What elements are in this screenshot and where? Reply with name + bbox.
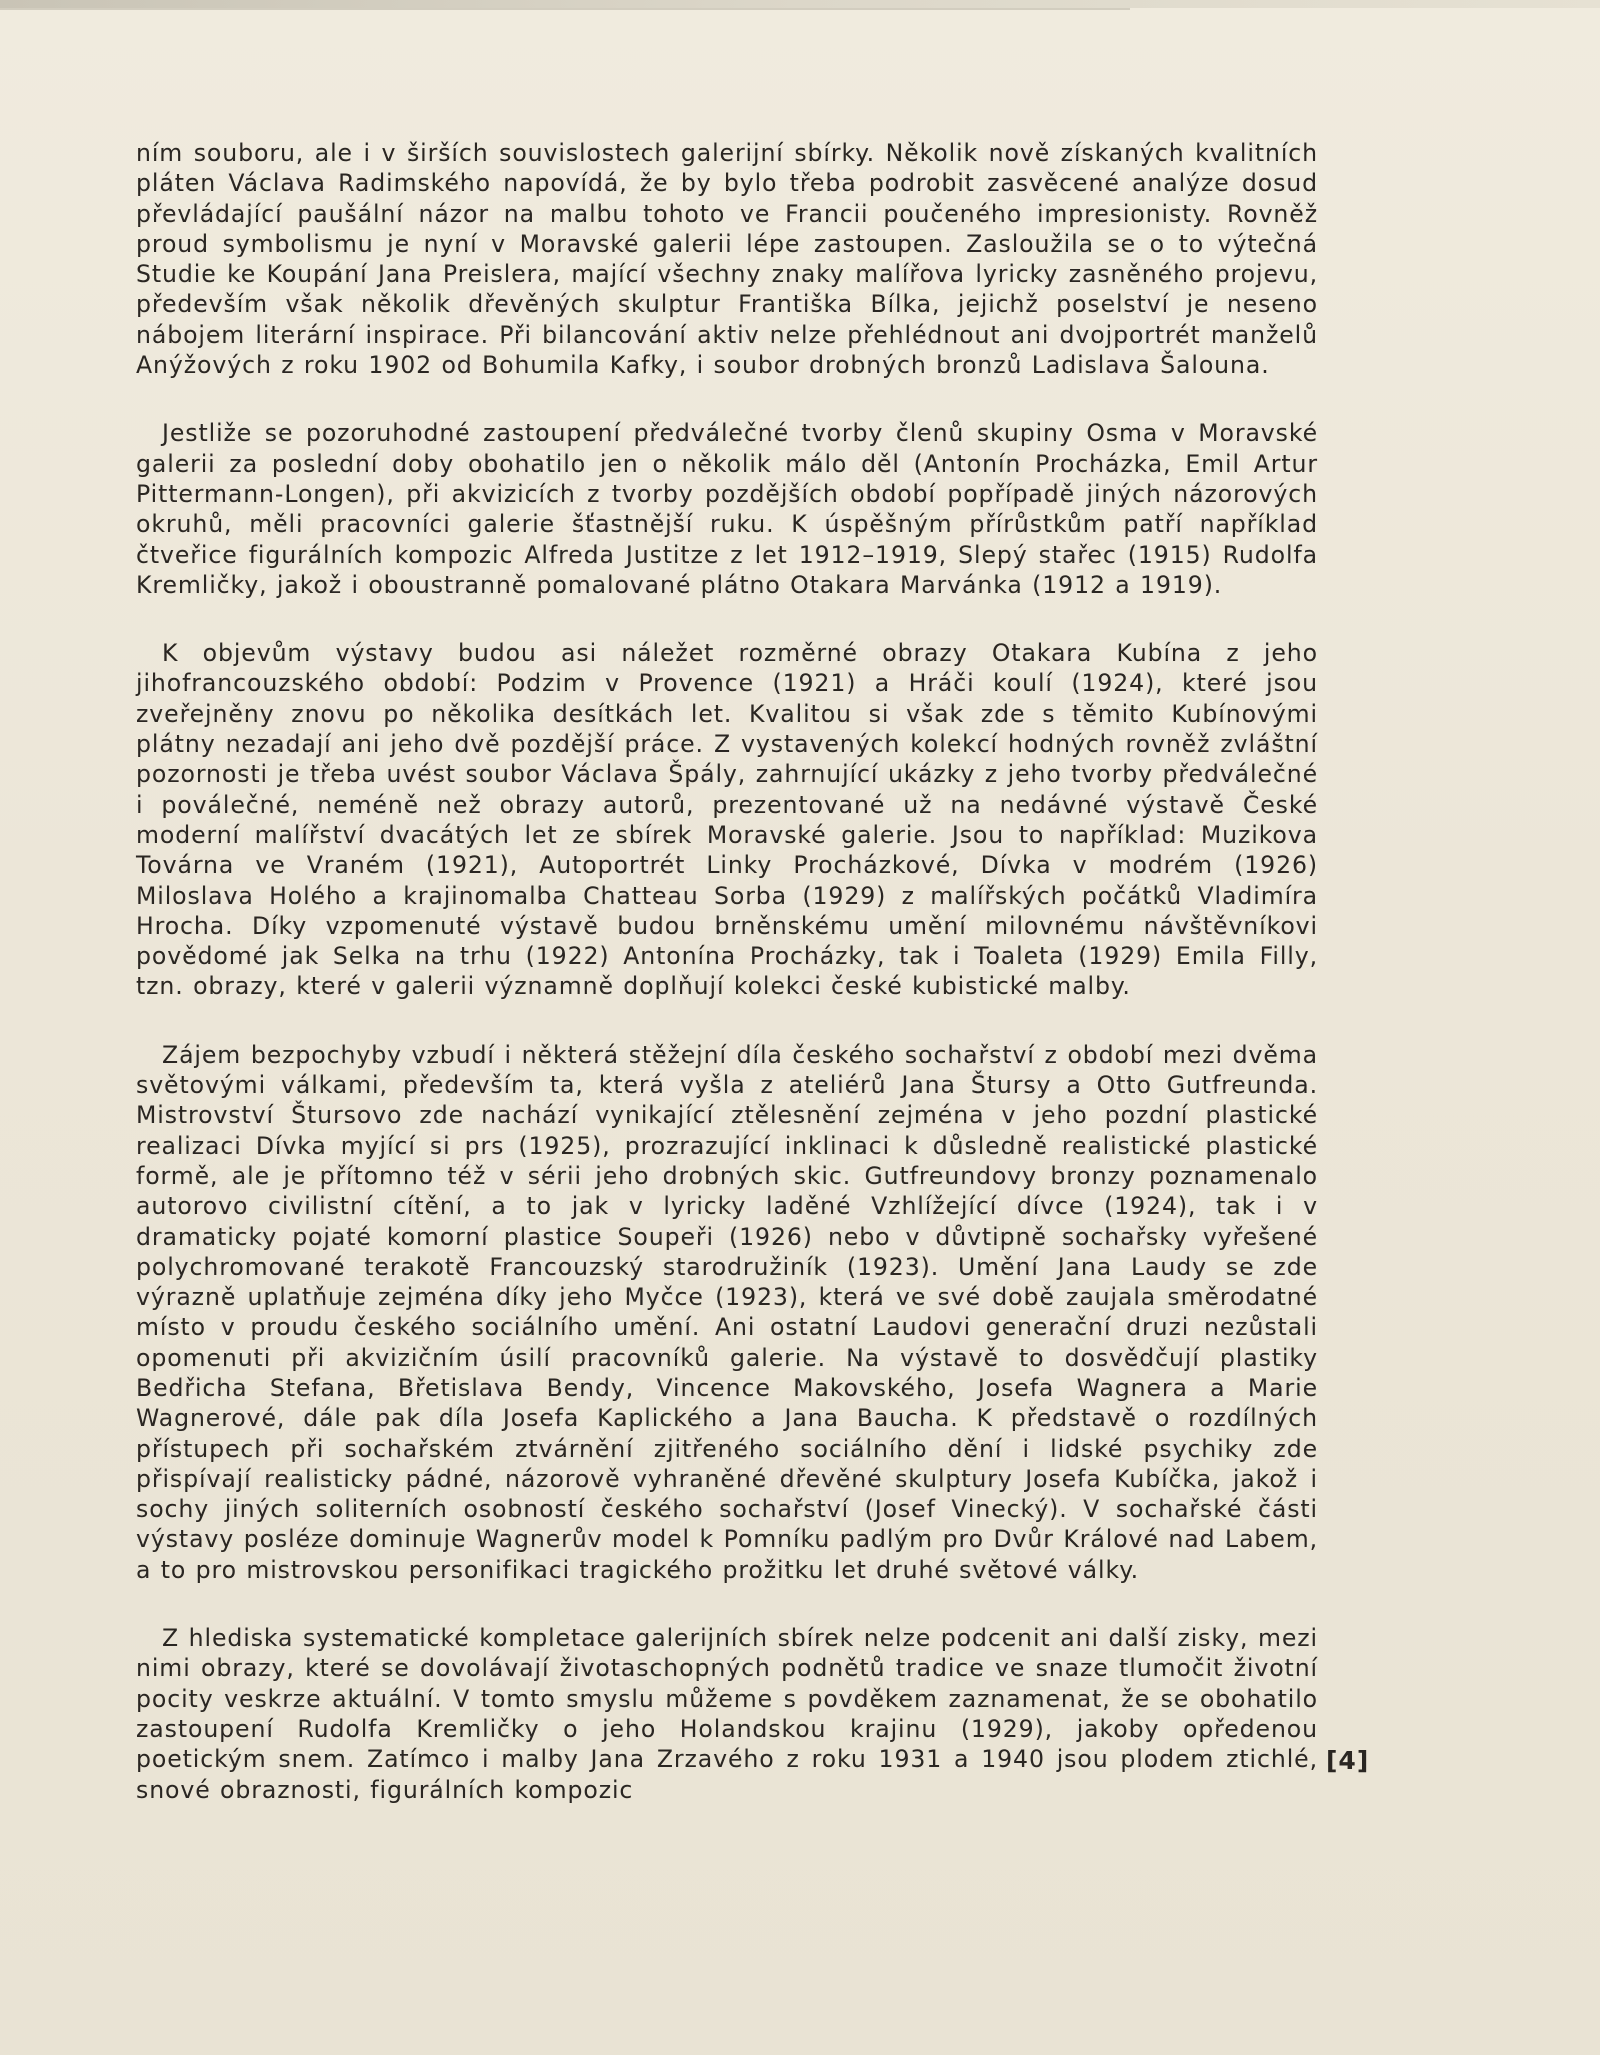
paragraph-3: K objevům výstavy budou asi náležet rozměrné obrazy Otakara Kubína z jeho jihofrancouzského období: Podzim v Provence (1921) a Hráči koulí (1924), které jsou zveřejněny znovu po několika desítkách let. Kvalitou si však zde s těmito Kubínovými plátny nezadají ani jeho dvě pozdější práce. Z vystavených kolekcí hodných rovněž zvláštní pozornosti je třeba uvést soubor Václava Špály, zahrnující ukázky z jeho tvorby předválečné i poválečné, neméně než obrazy autorů, prezentované už na nedávné výstavě České moderní malířství dvacátých let ze sbírek Moravské galerie. Jsou to například: Muzikova Továrna ve Vraném (1921), Autoportrét Linky Procházkové, Dívka v modrém (1926) Miloslava Holého a krajinomalba Chatteau Sorba (1929) z malířských počátků Vladimíra Hrocha. Díky vzpomenuté výstavě budou brněnskému umění milovnému návštěvníkovi povědomé jak Selka na trhu (1922) Antonína Procházky, tak i Toaleta (1929) Emila Filly, tzn. obrazy, které v galerii významně doplňují kolekci české kubistické malby. bbox=[136, 639, 1318, 1001]
page-number: [4] bbox=[1326, 1746, 1370, 1775]
paragraph-4: Zájem bezpochyby vzbudí i některá stěžejní díla českého sochařství z období mezi dvěma světovými válkami, především ta, která vyšla z ateliérů Jana Štursy a Otto Gutfreunda. Mistrovství Štursovo zde nachází vynikající ztělesnění zejména v jeho pozdní plastické realizaci Dívka myjící si prs (1925), prozrazující inklinaci k důsledně realistické plastické formě, ale je přítomno též v sérii jeho drobných skic. Gutfreundovy bronzy poznamenalo autorovo civilistní cítění, a to jak v lyricky laděné Vzhlížející dívce (1924), tak i v dramaticky pojaté komorní plastice Soupeři (1926) nebo v důvtipně sochařsky vyřešené polychromované terakotě Francouzský starodružiník (1923). Umění Jana Laudy se zde výrazně uplatňuje zejména díky jeho Myčce (1923), která ve své době zaujala směrodatné místo v proudu českého sociálního umění. Ani ostatní Laudovi generační druzi nezůstali opomenuti při akvizičním úsilí pracovníků galerie. Na výstavě to dosvědčují plastiky Bedřicha Stefana, Břetislava Bendy, Vincence Makovského, Josefa Wagnera a Marie Wagnerové, dále pak díla Josefa Kaplického a Jana Baucha. K představě o rozdílných přístupech při sochařském ztvárnění zjitřeného sociálního dění i lidské psychiky zde přispívají realisticky pádné, názorově vyhraněné dřevěné skulptury Josefa Kubíčka, jakož i sochy jiných soliterních osobností českého sochařství (Josef Vinecký). V sochařské části výstavy posléze dominuje Wagnerův model k Pomníku padlým pro Dvůr Králové nad Labem, a to pro mistrovskou personifikaci tragického prožitku let druhé světové války. bbox=[136, 1040, 1318, 1584]
paragraph-2: Jestliže se pozoruhodné zastoupení předválečné tvorby členů skupiny Osma v Moravské galerii za poslední doby obohatilo jen o několik málo děl (Antonín Procházka, Emil Artur Pittermann-Longen), při akvizicích z tvorby pozdějších období popřípadě jiných názorových okruhů, měli pracovníci galerie šťastnější ruku. K úspěšným přírůstkům patří například čtveřice figurálních kompozic Alfreda Justitze z let 1912–1919, Slepý stařec (1915) Rudolfa Kremličky, jakož i oboustranně pomalované plátno Otakara Marvánka (1912 a 1919). bbox=[136, 419, 1318, 599]
page-top-edge-line bbox=[0, 8, 1130, 10]
paragraph-1: ním souboru, ale i v širších souvislostech galerijní sbírky. Několik nově získaných kvalitních pláten Václava Radimského napovídá, že by bylo třeba podrobit zasvěcené analýze dosud převládající paušální názor na malbu tohoto ve Francii poučeného impresionisty. Rovněž proud symbolismu je nyní v Moravské galerii lépe zastoupen. Zasloužila se o to výtečná Studie ke Koupání Jana Preislera, mající všechny znaky malířova lyricky zasněného projevu, především však několik dřevěných skulptur Františka Bílka, jejichž poselství je neseno nábojem literární inspirace. Při bilancování aktiv nelze přehlédnout ani dvojportrét manželů Anýžových z roku 1902 od Bohumila Kafky, i soubor drobných bronzů Ladislava Šalouna. bbox=[136, 139, 1318, 380]
page-top-edge bbox=[0, 0, 1600, 8]
body-text bbox=[136, 138, 1318, 1843]
paragraph-5: Z hlediska systematické kompletace galerijních sbírek nelze podcenit ani další zisky, mezi nimi obrazy, které se dovolávají životaschopných podnětů tradice ve snaze tlumočit životní pocity veskrze aktuální. V tomto smyslu můžeme s povděkem zaznamenat, že se obohatilo zastoupení Rudolfa Kremličky o jeho Holandskou krajinu (1929), jakoby opředenou poetickým snem. Zatímco i malby Jana Zrzavého z roku 1931 a 1940 jsou plodem ztichlé, snové obraznosti, figurálních kompozic bbox=[136, 1624, 1318, 1804]
